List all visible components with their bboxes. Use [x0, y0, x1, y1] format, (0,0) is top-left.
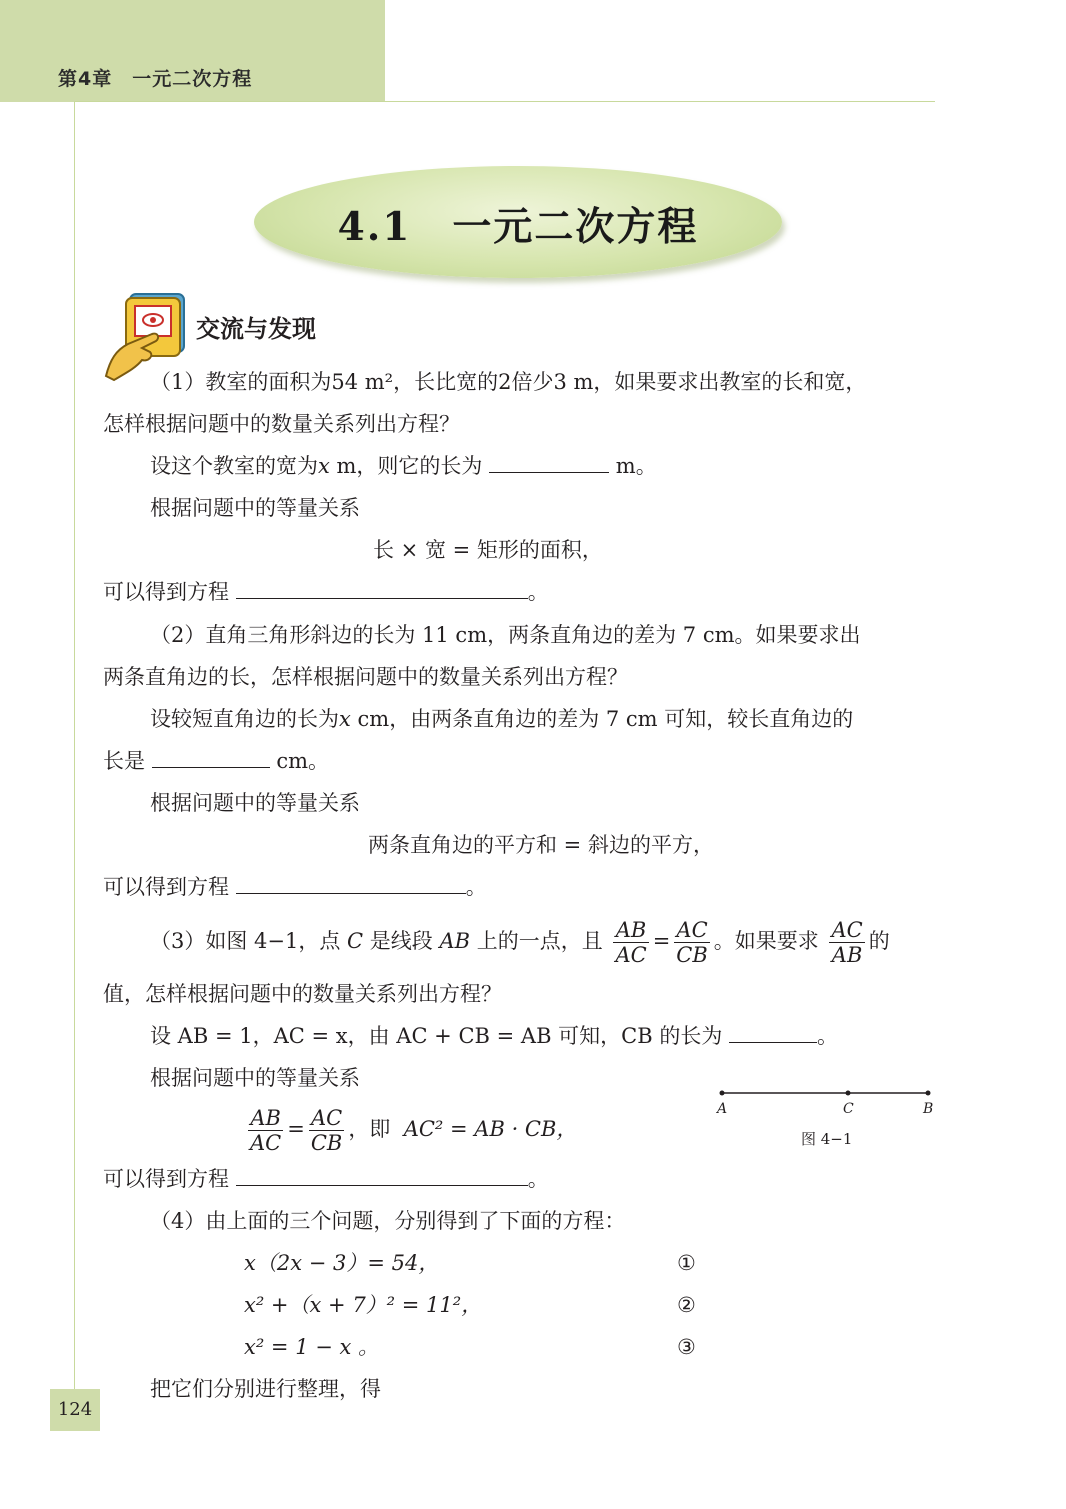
answer-blank — [236, 873, 466, 894]
p1-relation: 长 × 宽 = 矩形的面积， — [373, 538, 603, 562]
header-divider — [75, 101, 935, 102]
p2-line2: 两条直角边的长，怎样根据问题中的数量关系列出方程？ — [103, 665, 628, 689]
answer-blank — [236, 578, 528, 599]
p1-line6: 可以得到方程 。 — [103, 580, 549, 604]
p4-line5: 把它们分别进行整理，得 — [150, 1377, 381, 1401]
equation-3-number: ③ — [677, 1335, 696, 1359]
fraction-ab-over-ac: $\frac{AB}{AC}$ — [250, 1106, 282, 1155]
p1-line1: （1）教室的面积为54 m²，长比宽的2倍少3 m，如果要求出教室的长和宽， — [150, 370, 867, 394]
figure-4-1-segment — [712, 1084, 942, 1124]
p2-line4: 长是 cm。 — [103, 749, 330, 773]
equation-1-number: ① — [677, 1251, 696, 1275]
equation-2-number: ② — [677, 1293, 696, 1317]
answer-blank — [729, 1022, 817, 1043]
section-title: 4.1 一元二次方程 — [337, 204, 699, 250]
equation-3: x² = 1 − x 。 — [244, 1335, 380, 1359]
equation-1: x（2x − 3）= 54， — [244, 1251, 440, 1275]
answer-blank — [236, 1165, 528, 1186]
p3-line2: 值，怎样根据问题中的数量关系列出方程？ — [103, 982, 502, 1006]
p3-line4: 根据问题中的等量关系 — [150, 1066, 360, 1090]
p1-line3: 设这个教室的宽为x m，则它的长为 m。 — [150, 454, 657, 478]
p2-line7: 可以得到方程 。 — [103, 875, 487, 899]
chapter-title: 第4章 一元二次方程 — [58, 68, 253, 90]
p3-line6: 可以得到方程 。 — [103, 1167, 549, 1191]
fraction-ac-over-cb: $\frac{AC}{CB}$ — [310, 1106, 343, 1155]
p2-line3: 设较短直角边的长为x cm，由两条直角边的差为 7 cm 可知，较长直角边的 — [150, 707, 854, 731]
p1-line2: 怎样根据问题中的数量关系列出方程？ — [103, 412, 460, 436]
margin-line — [74, 101, 75, 1431]
figure-caption: 图 4−1 — [801, 1130, 853, 1148]
p3-line1: （3）如图 4−1，点 C 是线段 AB 上的一点，且 $\frac{AB}{AC}$ = $\frac{AC}{CB}$ 。如果要求 $\frac{AC}{AB}$ 的 — [150, 918, 890, 967]
p3-relation: $\frac{AB}{AC}$ = $\frac{AC}{CB}$ ，即 AC² = AB · CB， — [250, 1106, 578, 1155]
page-number: 124 — [57, 1399, 93, 1420]
fraction-ab-over-ac: $\frac{AB}{AC}$ — [615, 918, 647, 967]
point-c-label: C — [843, 1101, 854, 1117]
p2-relation: 两条直角边的平方和 = 斜边的平方， — [368, 833, 714, 857]
fraction-ac-over-ab: $\frac{AC}{AB}$ — [831, 918, 863, 967]
subsection-title: 交流与发现 — [196, 315, 316, 343]
point-b-label: B — [923, 1101, 934, 1117]
answer-blank — [489, 452, 609, 473]
p4-line1: （4）由上面的三个问题，分别得到了下面的方程： — [150, 1209, 626, 1233]
p1-line4: 根据问题中的等量关系 — [150, 496, 360, 520]
point-a-label: A — [717, 1101, 728, 1117]
equation-2: x² +（x + 7）² = 11²， — [244, 1293, 483, 1317]
p2-line1: （2）直角三角形斜边的长为 11 cm，两条直角边的差为 7 cm。如果要求出 — [150, 623, 861, 647]
p2-line5: 根据问题中的等量关系 — [150, 791, 360, 815]
p3-line3: 设 AB = 1，AC = x，由 AC + CB = AB 可知，CB 的长为 。 — [150, 1024, 839, 1048]
answer-blank — [152, 747, 270, 768]
fraction-ac-over-cb: $\frac{AC}{CB}$ — [676, 918, 708, 967]
